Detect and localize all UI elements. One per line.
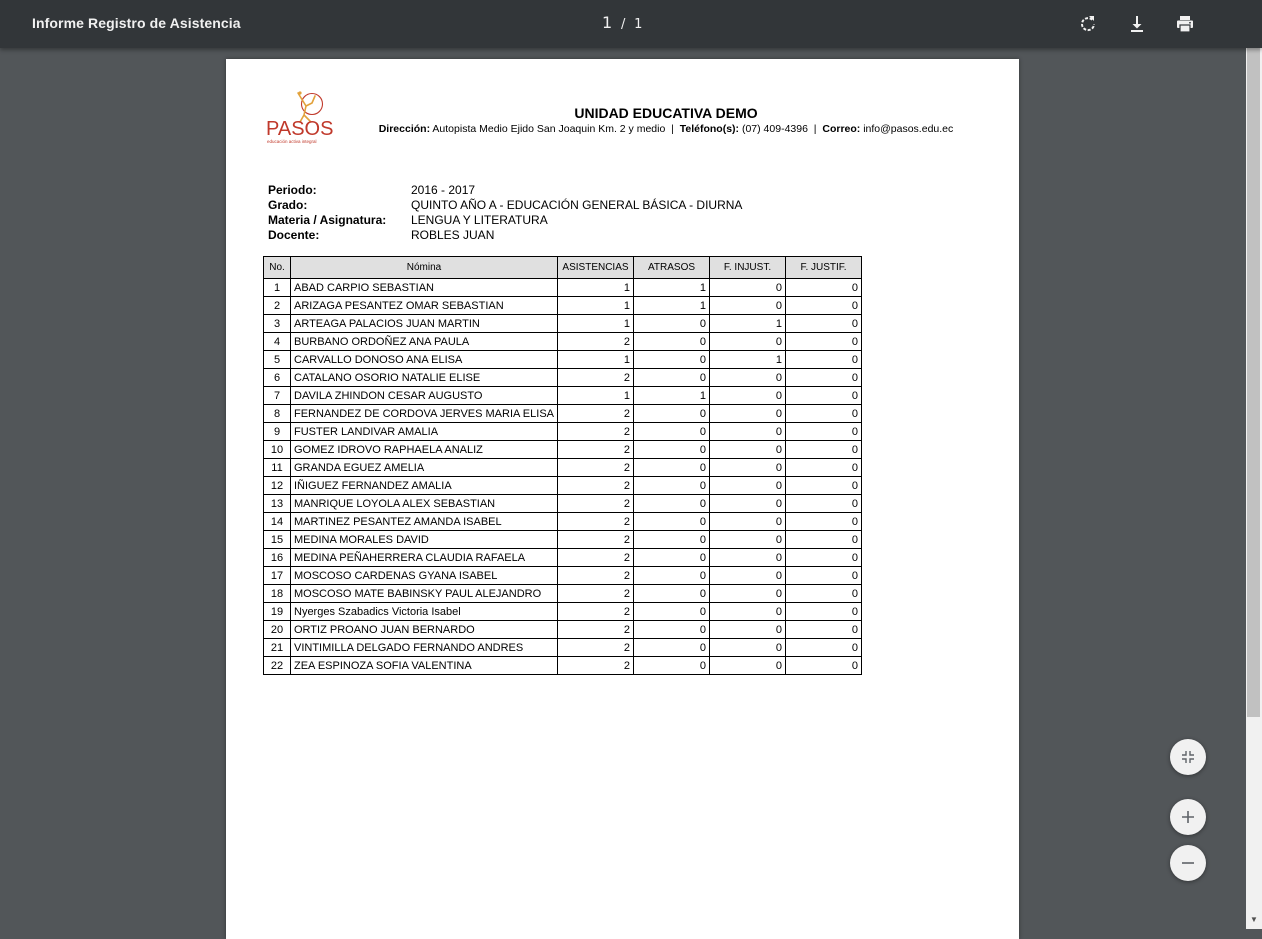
unjustified-count: 0 xyxy=(710,603,786,621)
late-count: 0 xyxy=(634,459,710,477)
student-name: VINTIMILLA DELGADO FERNANDO ANDRES xyxy=(291,639,558,657)
student-name: ZEA ESPINOZA SOFIA VALENTINA xyxy=(291,657,558,675)
late-count: 0 xyxy=(634,441,710,459)
justified-count: 0 xyxy=(786,387,862,405)
row-no: 1 xyxy=(264,279,291,297)
justified-count: 0 xyxy=(786,315,862,333)
justified-count: 0 xyxy=(786,603,862,621)
unjustified-count: 0 xyxy=(710,585,786,603)
table-row xyxy=(264,459,862,477)
student-name: MOSCOSO MATE BABINSKY PAUL ALEJANDRO xyxy=(291,585,558,603)
unjustified-count: 0 xyxy=(710,441,786,459)
pdf-toolbar xyxy=(0,0,1262,48)
justified-count: 0 xyxy=(786,405,862,423)
justified-count: 0 xyxy=(786,657,862,675)
unjustified-count: 0 xyxy=(710,531,786,549)
phone-value: (07) 409-4396 xyxy=(741,123,808,135)
table-row xyxy=(264,405,862,423)
unjustified-count: 0 xyxy=(710,549,786,567)
attendance-count: 2 xyxy=(558,531,634,549)
student-name: ARIZAGA PESANTEZ OMAR SEBASTIAN xyxy=(291,297,558,315)
unjustified-count: 0 xyxy=(710,387,786,405)
late-count: 0 xyxy=(634,315,710,333)
student-name: MOSCOSO CARDENAS GYANA ISABEL xyxy=(291,567,558,585)
late-count: 0 xyxy=(634,423,710,441)
header-justified: F. JUSTIF. xyxy=(786,257,862,279)
document-title: Informe Registro de Asistencia xyxy=(32,15,241,31)
attendance-count: 2 xyxy=(558,459,634,477)
institution-name: UNIDAD EDUCATIVA DEMO xyxy=(574,105,758,121)
row-no: 22 xyxy=(264,657,291,675)
header-no: No. xyxy=(264,257,291,279)
row-no: 14 xyxy=(264,513,291,531)
late-count: 0 xyxy=(634,657,710,675)
logo-text: PASOS xyxy=(266,118,334,140)
address-label: Dirección: xyxy=(378,123,431,135)
meta-label: Materia / Asignatura: xyxy=(268,213,387,227)
student-name: MEDINA MORALES DAVID xyxy=(291,531,558,549)
attendance-count: 1 xyxy=(558,279,634,297)
pasos-logo xyxy=(266,87,336,145)
late-count: 0 xyxy=(634,405,710,423)
unjustified-count: 0 xyxy=(710,657,786,675)
zoom-out-button[interactable] xyxy=(1170,845,1206,881)
row-no: 15 xyxy=(264,531,291,549)
unjustified-count: 0 xyxy=(710,495,786,513)
row-no: 5 xyxy=(264,351,291,369)
student-name: FERNANDEZ DE CORDOVA JERVES MARIA ELISA xyxy=(291,405,558,423)
page-indicator xyxy=(602,13,642,32)
table-row xyxy=(264,495,862,513)
unjustified-count: 0 xyxy=(710,279,786,297)
table-row xyxy=(264,333,862,351)
justified-count: 0 xyxy=(786,585,862,603)
attendance-count: 2 xyxy=(558,441,634,459)
late-count: 0 xyxy=(634,639,710,657)
table-row xyxy=(264,279,862,297)
table-row xyxy=(264,351,862,369)
print-icon xyxy=(1173,12,1197,36)
unjustified-count: 1 xyxy=(710,351,786,369)
attendance-count: 1 xyxy=(558,351,634,369)
late-count: 0 xyxy=(634,369,710,387)
attendance-count: 2 xyxy=(558,513,634,531)
student-name: ORTIZ PROANO JUAN BERNARDO xyxy=(291,621,558,639)
row-no: 10 xyxy=(264,441,291,459)
student-name: FUSTER LANDIVAR AMALIA xyxy=(291,423,558,441)
table-header-row xyxy=(264,257,862,279)
student-name: MEDINA PEÑAHERRERA CLAUDIA RAFAELA xyxy=(291,549,558,567)
student-name: MARTINEZ PESANTEZ AMANDA ISABEL xyxy=(291,513,558,531)
justified-count: 0 xyxy=(786,549,862,567)
attendance-count: 2 xyxy=(558,369,634,387)
attendance-count: 2 xyxy=(558,549,634,567)
attendance-count: 2 xyxy=(558,585,634,603)
meta-label: Docente: xyxy=(268,228,320,242)
student-name: GOMEZ IDROVO RAPHAELA ANALIZ xyxy=(291,441,558,459)
header-unjustified: F. INJUST. xyxy=(710,257,786,279)
unjustified-count: 0 xyxy=(710,459,786,477)
attendance-count: 1 xyxy=(558,315,634,333)
justified-count: 0 xyxy=(786,477,862,495)
row-no: 7 xyxy=(264,387,291,405)
institution-contact xyxy=(376,123,956,135)
late-count: 0 xyxy=(634,603,710,621)
late-count: 0 xyxy=(634,351,710,369)
rotate-icon xyxy=(1076,12,1100,36)
attendance-count: 2 xyxy=(558,621,634,639)
attendance-count: 2 xyxy=(558,495,634,513)
late-count: 0 xyxy=(634,549,710,567)
unjustified-count: 0 xyxy=(710,621,786,639)
late-count: 0 xyxy=(634,621,710,639)
row-no: 17 xyxy=(264,567,291,585)
phone-label: Teléfono(s): xyxy=(679,123,740,135)
table-row xyxy=(264,603,862,621)
justified-count: 0 xyxy=(786,423,862,441)
separator: | xyxy=(813,123,817,135)
unjustified-count: 0 xyxy=(710,639,786,657)
fit-page-button[interactable] xyxy=(1170,739,1206,775)
total-pages: 1 xyxy=(634,17,643,32)
justified-count: 0 xyxy=(786,639,862,657)
justified-count: 0 xyxy=(786,513,862,531)
row-no: 13 xyxy=(264,495,291,513)
current-page-number[interactable]: 1 xyxy=(602,13,613,32)
row-no: 9 xyxy=(264,423,291,441)
justified-count: 0 xyxy=(786,369,862,387)
header-name: Nómina xyxy=(291,257,558,279)
scrollbar-thumb[interactable] xyxy=(1247,14,1260,717)
pdf-page xyxy=(226,59,1019,939)
meta-value: QUINTO AÑO A - EDUCACIÓN GENERAL BÁSICA - DIURNA xyxy=(411,198,743,212)
unjustified-count: 0 xyxy=(710,513,786,531)
table-row xyxy=(264,297,862,315)
meta-value: ROBLES JUAN xyxy=(411,228,495,242)
zoom-in-button[interactable] xyxy=(1170,799,1206,835)
justified-count: 0 xyxy=(786,531,862,549)
student-name: IÑIGUEZ FERNANDEZ AMALIA xyxy=(291,477,558,495)
late-count: 0 xyxy=(634,333,710,351)
justified-count: 0 xyxy=(786,351,862,369)
late-count: 0 xyxy=(634,495,710,513)
table-row xyxy=(264,549,862,567)
attendance-count: 1 xyxy=(558,297,634,315)
table-row xyxy=(264,477,862,495)
separator: | xyxy=(671,123,674,135)
justified-count: 0 xyxy=(786,279,862,297)
page-separator: / xyxy=(620,17,626,32)
late-count: 0 xyxy=(634,477,710,495)
zoom-in-icon xyxy=(1180,809,1196,825)
meta-label: Periodo: xyxy=(268,183,317,197)
late-count: 1 xyxy=(634,387,710,405)
late-count: 0 xyxy=(634,513,710,531)
attendance-count: 2 xyxy=(558,657,634,675)
table-row xyxy=(264,387,862,405)
justified-count: 0 xyxy=(786,495,862,513)
table-row xyxy=(264,657,862,675)
student-name: MANRIQUE LOYOLA ALEX SEBASTIAN xyxy=(291,495,558,513)
meta-value: 2016 - 2017 xyxy=(411,183,476,197)
meta-label: Grado: xyxy=(268,198,308,212)
download-icon xyxy=(1125,12,1149,36)
justified-count: 0 xyxy=(786,459,862,477)
row-no: 20 xyxy=(264,621,291,639)
row-no: 12 xyxy=(264,477,291,495)
unjustified-count: 0 xyxy=(710,405,786,423)
table-row xyxy=(264,441,862,459)
row-no: 8 xyxy=(264,405,291,423)
meta-value: LENGUA Y LITERATURA xyxy=(411,213,548,227)
email-value: info@pasos.edu.ec xyxy=(863,123,954,135)
justified-count: 0 xyxy=(786,333,862,351)
student-name: CATALANO OSORIO NATALIE ELISE xyxy=(291,369,558,387)
attendance-count: 2 xyxy=(558,423,634,441)
row-no: 16 xyxy=(264,549,291,567)
scroll-down-arrow-icon[interactable]: ▼ xyxy=(1250,915,1258,924)
justified-count: 0 xyxy=(786,621,862,639)
attendance-table xyxy=(263,256,862,675)
table-row xyxy=(264,513,862,531)
row-no: 19 xyxy=(264,603,291,621)
row-no: 2 xyxy=(264,297,291,315)
attendance-count: 2 xyxy=(558,639,634,657)
student-name: CARVALLO DONOSO ANA ELISA xyxy=(291,351,558,369)
email-label: Correo: xyxy=(822,123,861,135)
attendance-count: 2 xyxy=(558,477,634,495)
attendance-table-body xyxy=(264,279,862,675)
table-row xyxy=(264,585,862,603)
attendance-count: 2 xyxy=(558,567,634,585)
unjustified-count: 0 xyxy=(710,477,786,495)
table-row xyxy=(264,567,862,585)
student-name: GRANDA EGUEZ AMELIA xyxy=(291,459,558,477)
unjustified-count: 0 xyxy=(710,567,786,585)
student-name: BURBANO ORDOÑEZ ANA PAULA xyxy=(291,333,558,351)
table-row xyxy=(264,369,862,387)
late-count: 0 xyxy=(634,585,710,603)
late-count: 1 xyxy=(634,297,710,315)
table-row xyxy=(264,423,862,441)
logo-tagline: educación activa integral xyxy=(267,139,317,144)
print-button[interactable] xyxy=(1173,12,1197,36)
fit-page-icon xyxy=(1180,749,1196,765)
late-count: 0 xyxy=(634,531,710,549)
header-attendance: ASISTENCIAS xyxy=(558,257,634,279)
row-no: 21 xyxy=(264,639,291,657)
header-late: ATRASOS xyxy=(634,257,710,279)
row-no: 18 xyxy=(264,585,291,603)
attendance-count: 1 xyxy=(558,387,634,405)
table-row xyxy=(264,315,862,333)
row-no: 3 xyxy=(264,315,291,333)
student-name: Nyerges Szabadics Victoria Isabel xyxy=(291,603,558,621)
rotate-button[interactable] xyxy=(1076,12,1100,36)
unjustified-count: 0 xyxy=(710,423,786,441)
unjustified-count: 0 xyxy=(710,333,786,351)
attendance-count: 2 xyxy=(558,333,634,351)
student-name: DAVILA ZHINDON CESAR AUGUSTO xyxy=(291,387,558,405)
student-name: ABAD CARPIO SEBASTIAN xyxy=(291,279,558,297)
justified-count: 0 xyxy=(786,567,862,585)
table-row xyxy=(264,531,862,549)
attendance-count: 2 xyxy=(558,603,634,621)
table-row xyxy=(264,621,862,639)
row-no: 11 xyxy=(264,459,291,477)
table-row xyxy=(264,639,862,657)
row-no: 4 xyxy=(264,333,291,351)
row-no: 6 xyxy=(264,369,291,387)
zoom-out-icon xyxy=(1180,855,1196,871)
student-name: ARTEAGA PALACIOS JUAN MARTIN xyxy=(291,315,558,333)
justified-count: 0 xyxy=(786,441,862,459)
attendance-count: 2 xyxy=(558,405,634,423)
unjustified-count: 0 xyxy=(710,369,786,387)
unjustified-count: 0 xyxy=(710,297,786,315)
late-count: 1 xyxy=(634,279,710,297)
justified-count: 0 xyxy=(786,297,862,315)
late-count: 0 xyxy=(634,567,710,585)
address-value: Autopista Medio Ejido San Joaquin Km. 2 y medio xyxy=(432,123,666,135)
unjustified-count: 1 xyxy=(710,315,786,333)
download-button[interactable] xyxy=(1125,12,1149,36)
